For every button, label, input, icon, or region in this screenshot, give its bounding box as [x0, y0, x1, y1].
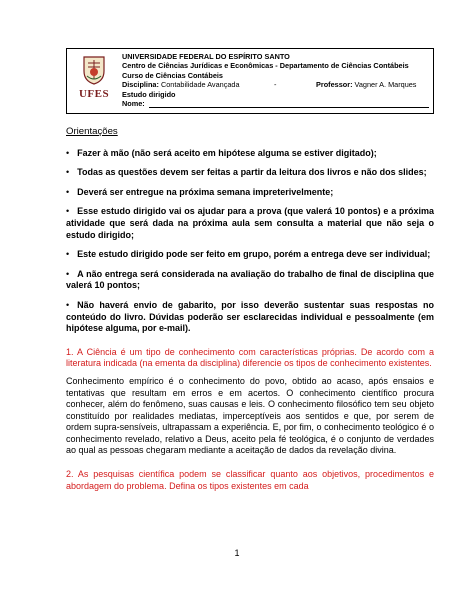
discipline-row: [122, 80, 429, 89]
page-number: 1: [234, 548, 240, 558]
logo-text: UFES: [78, 88, 110, 100]
bullet-icon: •: [66, 299, 70, 310]
orientation-item: • Deverá ser entregue na próxima semana impreterivelmente;: [66, 186, 334, 197]
orientation-item: • Não haverá envio de gabarito, por isso deverão sustentar suas respostas no conteúdo do livro. Dúvidas poderão ser esclarecidas individual e pessoalmente (em hipótese alguma, por e-mail).: [66, 299, 434, 334]
bullet-icon: •: [66, 186, 70, 197]
center-department: Centro de Ciências Jurídicas e Econômicas - Departamento de Ciências Contábeis: [122, 61, 409, 71]
name-field[interactable]: [122, 99, 429, 108]
separator-dash: -: [274, 80, 277, 90]
discipline-label: Disciplina:: [122, 80, 159, 90]
orientation-item: • A não entrega será considerada na avaliação do trabalho de final de disciplina que valerá 10 pontos;: [66, 268, 434, 291]
bullet-icon: •: [66, 167, 70, 178]
document-header: [66, 48, 434, 114]
name-label: Nome:: [122, 99, 145, 109]
document-body: [66, 126, 434, 498]
header-text: [122, 52, 429, 108]
course-name: Curso de Ciências Contábeis: [122, 70, 223, 80]
bullet-icon: •: [66, 147, 70, 158]
orientation-item: • Todas as questões devem ser feitas a partir da leitura dos livros e não dos slides;: [66, 167, 427, 178]
discipline-value: Contabilidade Avançada: [160, 80, 240, 90]
orientation-item: • Esse estudo dirigido vai os ajudar para a prova (que valerá 10 pontos) e a próxima atividade que será dada na próxima aula sem consulta a material que não seja o estudo dirigido;: [66, 206, 434, 240]
orientation-item: • Este estudo dirigido pode ser feito em grupo, porém a entrega deve ser individual;: [66, 249, 431, 260]
question-1: 1. A Ciência é um tipo de conhecimento com características próprias. De acordo com a literatura indicada (na ementa da disciplina) diferencie os tipos de conhecimento existentes.: [66, 346, 434, 369]
question-2: 2. As pesquisas científica podem se classificar quanto aos objetivos, procedimentos e abordagem do problema. Defina os tipos existentes em cada: [66, 469, 434, 491]
orientations-heading: Orientações: [66, 126, 118, 137]
ufes-logo: [75, 55, 113, 109]
university-crest-icon: [82, 55, 106, 85]
bullet-icon: •: [66, 249, 70, 260]
university-name: UNIVERSIDADE FEDERAL DO ESPÍRITO SANTO: [122, 52, 290, 61]
study-title: Estudo dirigido: [122, 89, 176, 99]
answer-paragraph: Conhecimento empírico é o conhecimento do povo, obtido ao acaso, após ensaios e tentativas que resultam em erros e em acertos. O conhecimento científico procura conhecer, além do fenômeno, suas causas e leis. O conhecimento filosófico tem seu objeto constituído por realidades mediatas, imperceptíveis aos sentidos e que, por serem de ordem supra-sensíveis, ultrapassam a experiência. E, por fim, o conhecimento teológico é o conhecimento revelado, relativo a Deus, aceito pela fé teológica, é o conjunto de verdades ao qual as pessoas chegaram mediante a aceitação de dados da revelação divina.: [66, 375, 434, 456]
bullet-icon: •: [66, 268, 70, 279]
bullet-icon: •: [66, 206, 70, 217]
professor-label: Professor:: [316, 80, 353, 90]
professor-value: Vagner A. Marques: [354, 80, 417, 90]
orientation-item: • Fazer à mão (não será aceito em hipótese alguma se estiver digitado);: [66, 147, 377, 158]
name-underline: [149, 100, 429, 108]
